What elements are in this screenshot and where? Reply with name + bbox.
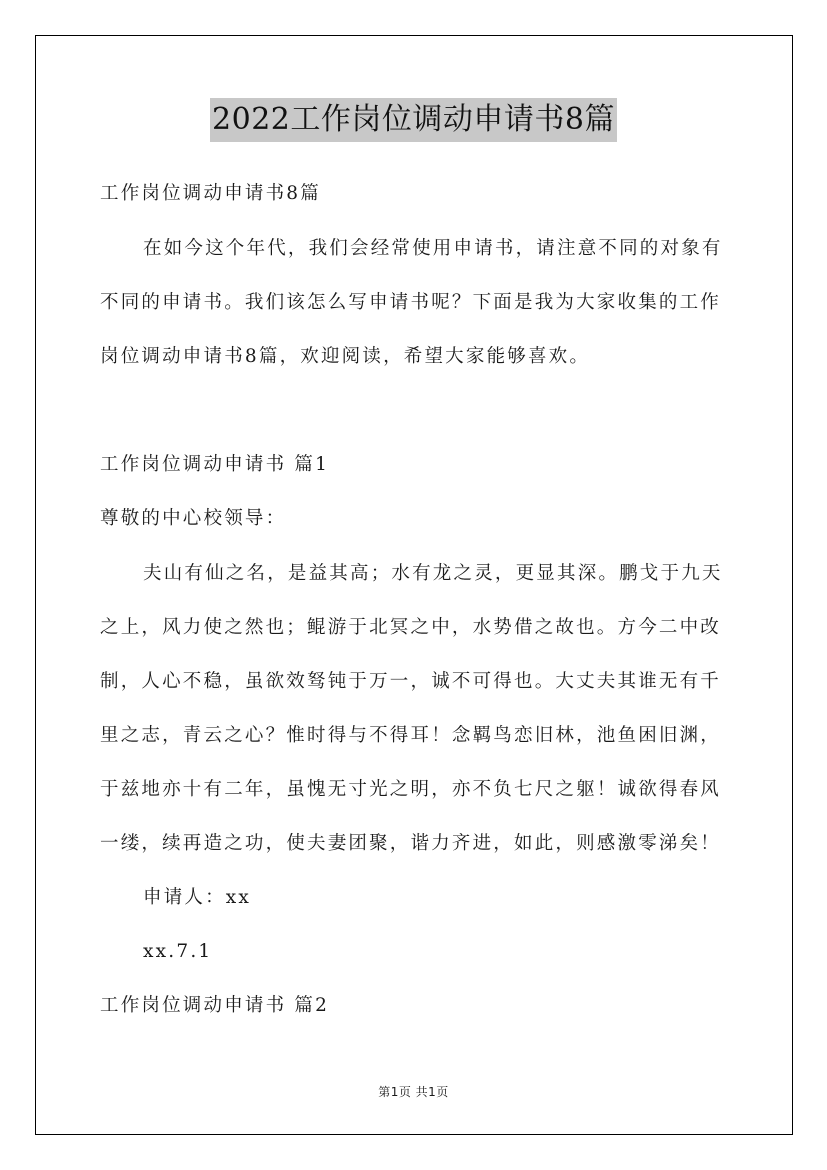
body-line-5: 于兹地亦十有二年，虽愧无寸光之明，亦不负七尺之躯！诚欲得春风: [100, 779, 722, 800]
body-line-1: 夫山有仙之名，是益其高；水有龙之灵，更显其深。鹏戈于九天: [143, 563, 723, 584]
salutation: 尊敬的中心校领导：: [100, 508, 287, 529]
date-line: xx.7.1: [143, 941, 213, 962]
body-line-3: 制，人心不稳，虽欲效驽钝于万一，诚不可得也。大丈夫其谁无有千: [100, 671, 722, 692]
intro-line-2: 不同的申请书。我们该怎么写申请书呢？下面是我为大家收集的工作: [100, 292, 722, 313]
body-line-2: 之上，风力使之然也；鲲游于北冥之中，水势借之故也。方今二中改: [100, 617, 722, 638]
page-footer: 第1页 共1页: [378, 1085, 449, 1099]
section2-heading: 工作岗位调动申请书 篇2: [100, 995, 330, 1016]
applicant-line: 申请人：xx: [143, 887, 252, 908]
document-subtitle: 工作岗位调动申请书8篇: [100, 183, 321, 204]
title-container: [0, 98, 827, 142]
body-line-6: 一缕，续再造之功，使夫妻团聚，谐力齐进，如此，则感激零涕矣！: [100, 833, 722, 854]
intro-line-3: 岗位调动申请书8篇，欢迎阅读，希望大家能够喜欢。: [100, 346, 591, 367]
section1-heading: 工作岗位调动申请书 篇1: [100, 454, 330, 475]
intro-line-1: 在如今这个年代，我们会经常使用申请书，请注意不同的对象有: [143, 238, 723, 259]
body-line-4: 里之志，青云之心？惟时得与不得耳！念羁鸟恋旧林，池鱼困旧渊，: [100, 725, 722, 746]
document-title: 2022工作岗位调动申请书8篇: [210, 98, 617, 142]
